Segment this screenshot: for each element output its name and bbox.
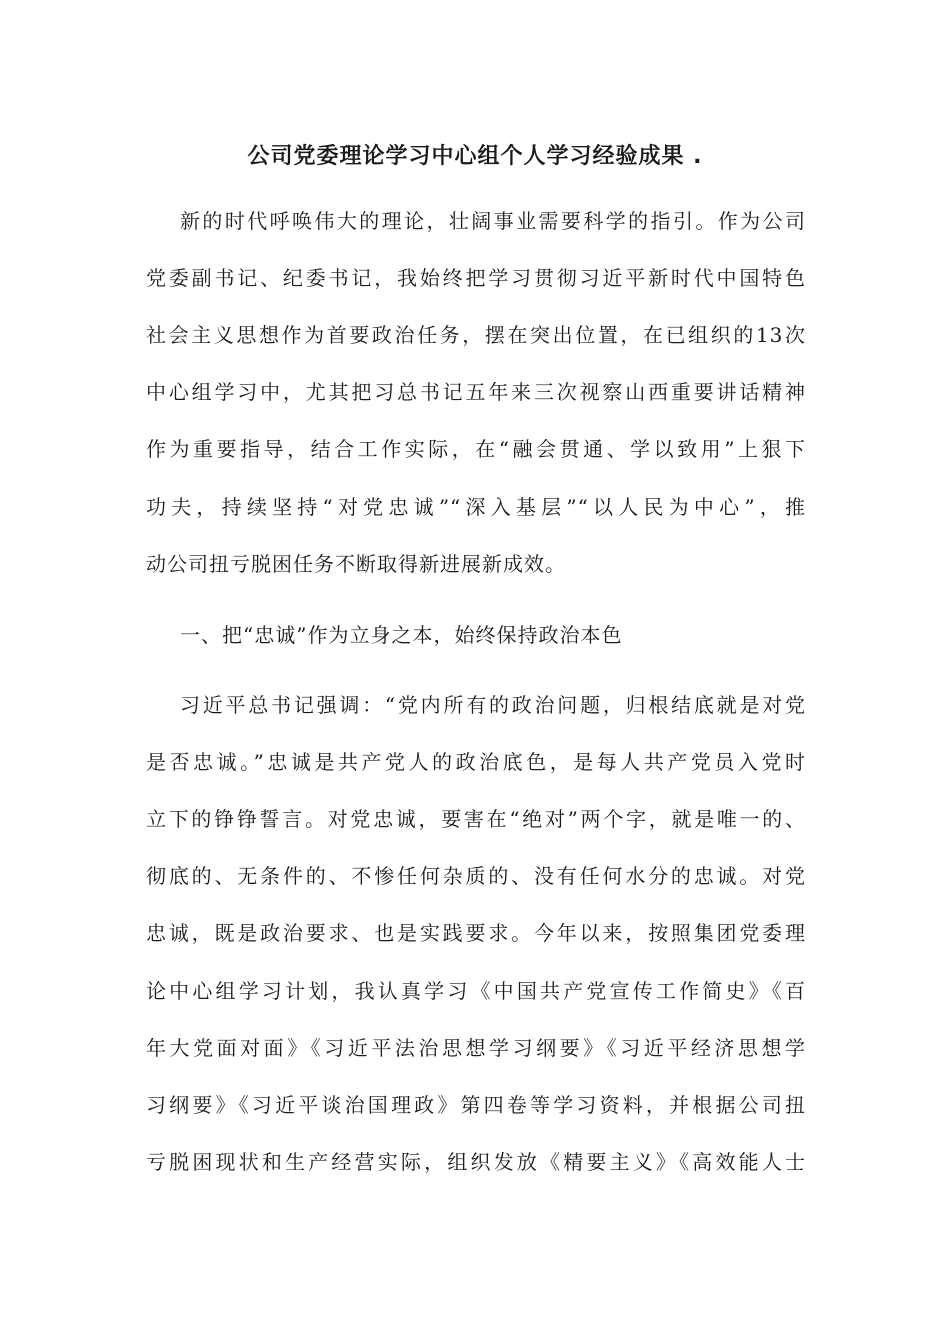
- document-title: 公司党委理论学习中心组个人学习经验成果 .: [247, 144, 703, 169]
- paragraph-line: 功夫，持续坚持“对党忠诚”“深入基层”“以人民为中心”，推: [146, 495, 806, 519]
- paragraph-line: 是否忠诚。”忠诚是共产党人的政治底色，是每人共产党员入党时: [146, 750, 806, 774]
- section-heading: 一、把“忠诚”作为立身之本，始终保持政治本色: [180, 623, 623, 647]
- paragraph-line: 社会主义思想作为首要政治任务，摆在突出位置，在已组织的13次: [146, 323, 806, 347]
- paragraph-line: 习纲要》《习近平谈治国理政》第四卷等学习资料，并根据公司扭: [146, 1093, 806, 1117]
- paragraph-line: 习近平总书记强调：“党内所有的政治问题，归根结底就是对党: [180, 693, 806, 717]
- paragraph-line: 党委副书记、纪委书记，我始终把学习贯彻习近平新时代中国特色: [146, 266, 806, 290]
- paragraph-line: 彻底的、无条件的、不惨任何杂质的、没有任何水分的忠诚。对党: [146, 864, 806, 888]
- paragraph-line: 立下的铮铮誓言。对党忠诚，要害在“绝对”两个字，就是唯一的、: [146, 807, 806, 831]
- paragraph-line: 作为重要指导，结合工作实际，在“融会贯通、学以致用”上狠下: [146, 437, 806, 461]
- paragraph-line: 忠诚，既是政治要求、也是实践要求。今年以来，按照集团党委理: [146, 921, 806, 945]
- paragraph-line: 动公司扭亏脱困任务不断取得新进展新成效。: [146, 552, 566, 576]
- paragraph-line: 论中心组学习计划，我认真学习《中国共产党宣传工作简史》《百: [146, 979, 806, 1003]
- paragraph-line: 亏脱困现状和生产经营实际，组织发放《精要主义》《高效能人士: [146, 1150, 806, 1174]
- paragraph-line: 年大党面对面》《习近平法治思想学习纲要》《习近平经济思想学: [146, 1036, 806, 1060]
- paragraph-line: 中心组学习中，尤其把习总书记五年来三次视察山西重要讲话精神: [146, 380, 806, 404]
- paragraph-line: 新的时代呼唤伟大的理论，壮阔事业需要科学的指引。作为公司: [180, 209, 806, 233]
